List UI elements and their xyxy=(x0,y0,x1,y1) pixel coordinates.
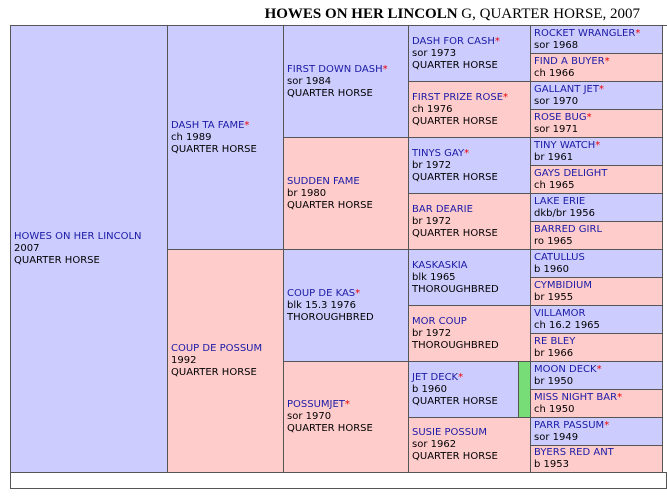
horse-gen5-4: ROSE BUG* sor 1971 xyxy=(530,109,663,138)
horse-subject: HOWES ON HER LINCOLN 2007 QUARTER HORSE xyxy=(10,25,168,473)
horse-name-link[interactable]: GAYS DELIGHT xyxy=(534,167,608,179)
horse-gen4-1: DASH FOR CASH* sor 1973 QUARTER HORSE xyxy=(408,25,531,82)
horse-gen5-5: TINY WATCH* br 1961 xyxy=(530,137,663,166)
horse-name-link[interactable]: FIRST PRIZE ROSE* xyxy=(412,91,509,103)
horse-name-link[interactable]: GALLANT JET* xyxy=(534,83,604,95)
horse-name-link[interactable]: FIND A BUYER* xyxy=(534,55,610,67)
table-footer-row xyxy=(10,472,667,489)
horse-name-link[interactable]: COUP DE POSSUM xyxy=(171,343,263,354)
horse-gen4-6: MOR COUP br 1972 THOROUGHBRED xyxy=(408,305,531,362)
pedigree-title: HOWES ON HER LINCOLN G, QUARTER HORSE, 2007 xyxy=(264,6,640,22)
horse-gen5-6: GAYS DELIGHT ch 1965 xyxy=(530,165,663,194)
horse-gen5-14: MISS NIGHT BAR* ch 1950 xyxy=(530,389,663,418)
horse-gen4-7: JET DECK* b 1960 QUARTER HORSE xyxy=(408,361,519,418)
horse-name-link[interactable]: MOON DECK* xyxy=(534,363,602,375)
horse-name-link[interactable]: VILLAMOR xyxy=(534,307,586,319)
horse-gen5-10: CYMBIDIUM br 1955 xyxy=(530,277,663,306)
horse-name-link[interactable]: RE BLEY xyxy=(534,335,576,347)
horse-gen3-4: POSSUMJET* sor 1970 QUARTER HORSE xyxy=(283,361,409,473)
horse-gen5-11: VILLAMOR ch 16.2 1965 xyxy=(530,305,663,334)
horse-name-link[interactable]: TINYS GAY* xyxy=(412,147,470,159)
horse-gen5-8: BARRED GIRL ro 1965 xyxy=(530,221,663,250)
horse-gen4-4: BAR DEARIE br 1972 QUARTER HORSE xyxy=(408,193,531,250)
horse-gen5-16: BYERS RED ANT b 1953 xyxy=(530,445,663,473)
horse-name-link[interactable]: CATULLUS xyxy=(534,251,585,263)
horse-gen4-8: SUSIE POSSUM sor 1962 QUARTER HORSE xyxy=(408,417,531,473)
horse-name-link[interactable]: ROSE BUG* xyxy=(534,111,592,123)
horse-gen5-12: RE BLEY br 1966 xyxy=(530,333,663,362)
horse-name-link[interactable]: CYMBIDIUM xyxy=(534,279,592,291)
horse-gen5-3: GALLANT JET* sor 1970 xyxy=(530,81,663,110)
horse-gen5-13: MOON DECK* br 1950 xyxy=(530,361,663,390)
horse-name-link[interactable]: BARRED GIRL xyxy=(534,223,603,235)
horse-name-link[interactable]: KASKASKIA xyxy=(412,259,468,271)
horse-gen5-2: FIND A BUYER* ch 1966 xyxy=(530,53,663,82)
horse-name-link[interactable]: TINY WATCH* xyxy=(534,139,601,151)
horse-name-link[interactable]: MOR COUP xyxy=(412,315,467,327)
horse-name-link[interactable]: BAR DEARIE xyxy=(412,203,473,215)
horse-gen5-15: PARR PASSUM* sor 1949 xyxy=(530,417,663,446)
horse-name-link[interactable]: FIRST DOWN DASH* xyxy=(287,63,388,75)
horse-name-link[interactable]: SUDDEN FAME xyxy=(287,175,360,187)
horse-gen5-9: CATULLUS b 1960 xyxy=(530,249,663,278)
horse-gen4-2: FIRST PRIZE ROSE* ch 1976 QUARTER HORSE xyxy=(408,81,531,138)
horse-gen3-2: SUDDEN FAME br 1980 QUARTER HORSE xyxy=(283,137,409,250)
horse-name-link[interactable]: DASH FOR CASH* xyxy=(412,35,500,47)
horse-gen3-3: COUP DE KAS* blk 15.3 1976 THOROUGHBRED xyxy=(283,249,409,362)
horse-name-link[interactable]: BYERS RED ANT xyxy=(534,447,614,458)
horse-name-link[interactable]: MISS NIGHT BAR* xyxy=(534,391,623,403)
horse-name-link[interactable]: DASH TA FAME* xyxy=(171,119,250,131)
horse-name-link[interactable]: ROCKET WRANGLER* xyxy=(534,27,641,39)
horse-gen5-1: ROCKET WRANGLER* sor 1968 xyxy=(530,25,663,54)
horse-name-link[interactable]: PARR PASSUM* xyxy=(534,419,610,431)
horse-name-link[interactable]: LAKE ERIE xyxy=(534,195,586,207)
horse-name-link[interactable]: JET DECK* xyxy=(412,371,464,383)
horse-gen4-3: TINYS GAY* br 1972 QUARTER HORSE xyxy=(408,137,531,194)
horse-gen4-5: KASKASKIA blk 1965 THOROUGHBRED xyxy=(408,249,531,306)
horse-name-link[interactable]: SUSIE POSSUM xyxy=(412,427,488,438)
horse-name-link[interactable]: POSSUMJET* xyxy=(287,399,350,410)
horse-dam: COUP DE POSSUM 1992 QUARTER HORSE xyxy=(167,249,284,473)
horse-gen3-1: FIRST DOWN DASH* sor 1984 QUARTER HORSE xyxy=(283,25,409,138)
horse-name-link[interactable]: HOWES ON HER LINCOLN xyxy=(14,231,142,242)
horse-gen5-7: LAKE ERIE dkb/br 1956 xyxy=(530,193,663,222)
horse-name-link[interactable]: COUP DE KAS* xyxy=(287,287,361,299)
horse-sire: DASH TA FAME* ch 1989 QUARTER HORSE xyxy=(167,25,284,250)
